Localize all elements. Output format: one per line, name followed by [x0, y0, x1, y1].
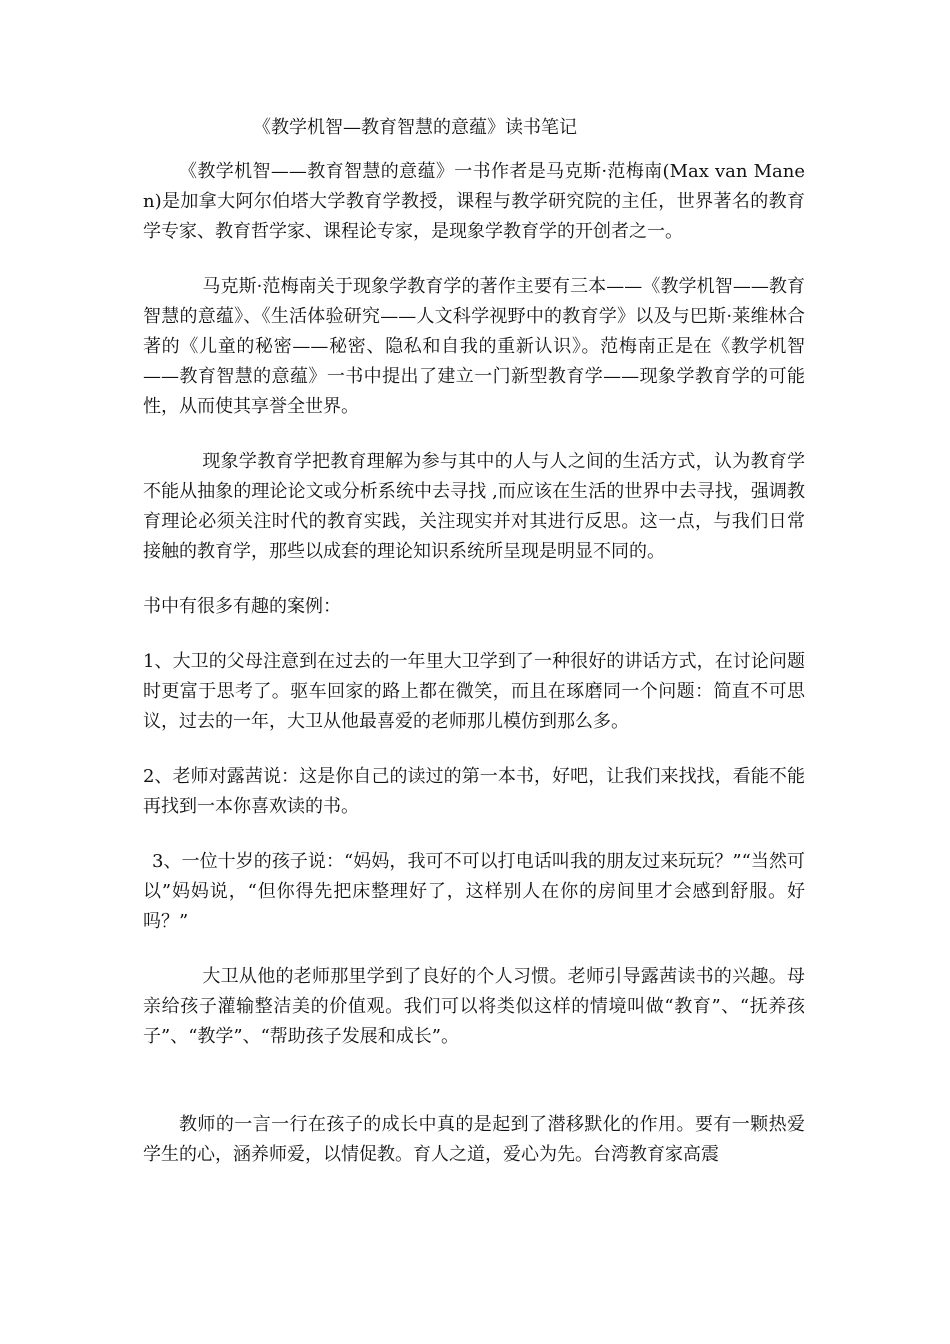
- paragraph-phenomenology: 现象学教育学把教育理解为参与其中的人与人之间的生活方式，认为教育学不能从抽象的理论论文或分析系统中去寻找 ,而应该在生活的世界中去寻找，强调教育理论必须关注时代的教育实践，关注现实并对其进行反思。这一点，与我们日常接触的教育学，那些以成套的理论知识系统所呈现是明显不同的。: [143, 451, 805, 562]
- paragraph-cases-heading: 书中有很多有趣的案例：: [143, 596, 341, 617]
- paragraph-summary: 大卫从他的老师那里学到了良好的个人习惯。老师引导露茜读书的兴趣。母亲给孩子灌输整洁美的价值观。我们可以将类似这样的情境叫做“教育”、“抚养孩子”、“教学”、“帮助孩子发展和成长”。: [143, 966, 805, 1047]
- paragraph-case-3: 3、一位十岁的孩子说：“妈妈，我可不可以打电话叫我的朋友过来玩玩？”“当然可以”妈妈说，“但你得先把床整理好了，这样别人在你的房间里才会感到舒服。好吗？”: [143, 851, 805, 932]
- paragraph-case-2: 2、老师对露茜说：这是你自己的读过的第一本书，好吧，让我们来找找，看能不能再找到一本你喜欢读的书。: [143, 766, 805, 817]
- paragraph-case-1: 1、大卫的父母注意到在过去的一年里大卫学到了一种很好的讲话方式，在讨论问题时更富于思考了。驱车回家的路上都在微笑，而且在琢磨同一个问题：简直不可思议，过去的一年，大卫从他最喜爱的老师那儿模仿到那么多。: [143, 651, 805, 732]
- document-body: [143, 113, 805, 1170]
- paragraph-teacher: 教师的一言一行在孩子的成长中真的是起到了潜移默化的作用。要有一颗热爱学生的心，涵养师爱，以情促教。育人之道，爱心为先。台湾教育家高震: [143, 1114, 805, 1165]
- paragraph-works: 马克斯·范梅南关于现象学教育学的著作主要有三本——《教学机智——教育智慧的意蕴》、《生活体验研究——人文科学视野中的教育学》以及与巴斯·莱维林合著的《儿童的秘密——秘密、隐私和自我的重新认识》。范梅南正是在《教学机智——教育智慧的意蕴》一书中提出了建立一门新型教育学——现象学教育学的可能性，从而使其享誉全世界。: [143, 276, 805, 417]
- paragraph-author-intro: 《教学机智——教育智慧的意蕴》一书作者是马克斯·范梅南(Max van Manen)是加拿大阿尔伯塔大学教育学教授，课程与教学研究院的主任，世界著名的教育学专家、教育哲学家、课程论专家，是现象学教育学的开创者之一。: [143, 161, 805, 242]
- document-title: 《教学机智—教育智慧的意蕴》读书笔记: [253, 117, 577, 138]
